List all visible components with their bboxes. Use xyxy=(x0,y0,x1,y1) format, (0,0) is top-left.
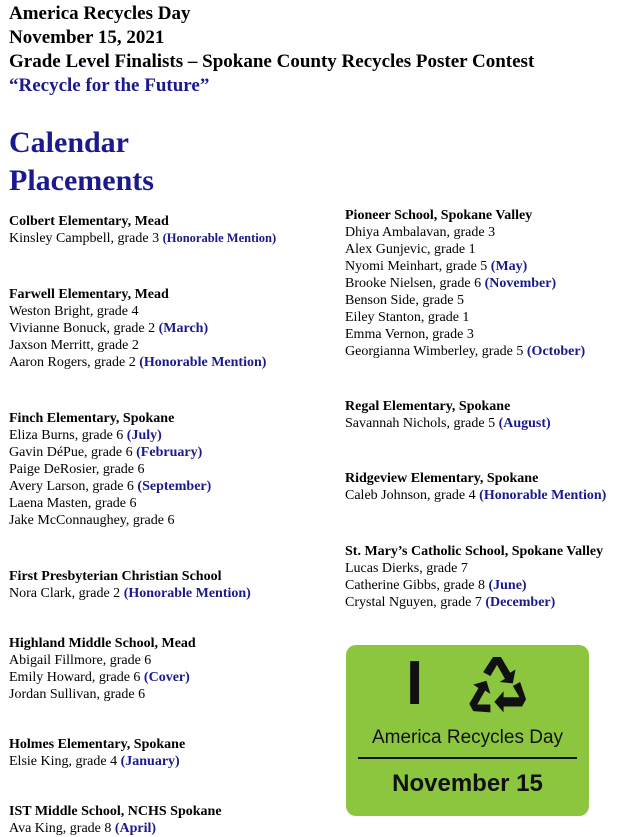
placement-label: (June) xyxy=(488,578,527,593)
placement-label: (December) xyxy=(485,595,556,610)
student-entry xyxy=(345,415,625,432)
placement-label: (Honorable Mention) xyxy=(479,488,607,503)
student-name-grade: Laena Masten, grade 6 xyxy=(9,496,137,511)
school-name: Holmes Elementary, Spokane xyxy=(9,737,186,752)
placement-label: (February) xyxy=(136,445,203,460)
event-title: America Recycles Day xyxy=(9,3,191,24)
student-name-grade: Abigail Fillmore, grade 6 xyxy=(9,653,152,668)
student-name-grade: Kinsley Campbell, grade 3 xyxy=(9,231,160,246)
student-name-grade: Catherine Gibbs, grade 8 xyxy=(345,578,485,593)
student-entry xyxy=(345,560,625,577)
school-name: Colbert Elementary, Mead xyxy=(9,214,169,229)
student-entry xyxy=(345,309,625,326)
student-entry xyxy=(9,461,329,478)
student-name-grade: Paige DeRosier, grade 6 xyxy=(9,462,145,477)
student-entry xyxy=(345,224,625,241)
placement-label: (Honorable Mention) xyxy=(139,355,267,370)
school-block xyxy=(345,470,625,504)
logo-date: November 15 xyxy=(392,770,543,797)
student-name-grade: Weston Bright, grade 4 xyxy=(9,304,139,319)
student-entry xyxy=(9,686,329,703)
student-name-grade: Vivianne Bonuck, grade 2 xyxy=(9,321,156,336)
student-name-grade: Avery Larson, grade 6 xyxy=(9,479,134,494)
section-title-line2: Placements xyxy=(9,164,154,197)
section-title xyxy=(9,124,154,200)
placement-label: (March) xyxy=(158,321,209,336)
student-entry xyxy=(345,487,625,504)
contest-theme: “Recycle for the Future” xyxy=(9,75,210,96)
student-name-grade: Jaxson Merritt, grade 2 xyxy=(9,338,139,353)
student-name-grade: Gavin DéPue, grade 6 xyxy=(9,445,133,460)
student-name-grade: Ava King, grade 8 xyxy=(9,821,112,836)
student-name-grade: Savannah Nichols, grade 5 xyxy=(345,416,496,431)
school-name: First Presbyterian Christian School xyxy=(9,569,222,584)
student-name-grade: Aaron Rogers, grade 2 xyxy=(9,355,136,370)
student-entry xyxy=(9,320,329,337)
student-name-grade: Eiley Stanton, grade 1 xyxy=(345,310,470,325)
student-name-grade: Dhiya Ambalavan, grade 3 xyxy=(345,225,496,240)
student-name-grade: Eliza Burns, grade 6 xyxy=(9,428,124,443)
student-entry xyxy=(9,354,329,371)
america-recycles-day-logo xyxy=(346,645,589,816)
placement-label: (April) xyxy=(114,821,157,836)
section-title-line1: Calendar xyxy=(9,126,129,159)
student-name-grade: Nora Clark, grade 2 xyxy=(9,586,121,601)
school-name: Pioneer School, Spokane Valley xyxy=(345,208,533,223)
placement-label: (Honorable Mention) xyxy=(123,586,251,601)
event-date: November 15, 2021 xyxy=(9,27,165,48)
school-block xyxy=(9,568,329,602)
student-entry xyxy=(9,669,329,686)
school-name: St. Mary’s Catholic School, Spokane Valley xyxy=(345,544,604,559)
student-name-grade: Nyomi Meinhart, grade 5 xyxy=(345,259,488,274)
student-name-grade: Crystal Nguyen, grade 7 xyxy=(345,595,482,610)
left-column xyxy=(9,213,329,837)
student-name-grade: Brooke Nielsen, grade 6 xyxy=(345,276,482,291)
school-name: IST Middle School, NCHS Spokane xyxy=(9,804,222,819)
student-entry xyxy=(9,652,329,669)
student-entry xyxy=(9,820,329,837)
student-entry xyxy=(345,594,625,611)
placement-label: (Cover) xyxy=(143,670,190,685)
school-block xyxy=(9,286,329,371)
school-name: Farwell Elementary, Mead xyxy=(9,287,169,302)
school-name: Finch Elementary, Spokane xyxy=(9,411,175,426)
placement-label: (January) xyxy=(120,754,180,769)
logo-letter: I xyxy=(406,649,424,718)
student-entry xyxy=(345,577,625,594)
school-block xyxy=(9,803,329,837)
student-name-grade: Lucas Dierks, grade 7 xyxy=(345,561,468,576)
student-name-grade: Caleb Johnson, grade 4 xyxy=(345,488,476,503)
student-name-grade: Georgianna Wimberley, grade 5 xyxy=(345,344,524,359)
placement-label: (May) xyxy=(490,259,528,274)
student-name-grade: Elsie King, grade 4 xyxy=(9,754,118,769)
school-block xyxy=(345,543,625,611)
right-column xyxy=(345,207,625,611)
school-name: Ridgeview Elementary, Spokane xyxy=(345,471,539,486)
placement-label: (September) xyxy=(137,479,212,494)
student-name-grade: Jake McConnaughey, grade 6 xyxy=(9,513,175,528)
school-name: Regal Elementary, Spokane xyxy=(345,399,511,414)
student-entry xyxy=(9,495,329,512)
student-entry xyxy=(9,478,329,495)
student-entry xyxy=(345,275,625,292)
student-entry xyxy=(345,292,625,309)
school-block xyxy=(345,398,625,432)
student-entry xyxy=(9,444,329,461)
placement-label: (July) xyxy=(126,428,162,443)
student-name-grade: Benson Side, grade 5 xyxy=(345,293,464,308)
student-entry xyxy=(9,337,329,354)
student-entry xyxy=(9,427,329,444)
student-entry xyxy=(9,512,329,529)
placement-label: (November) xyxy=(484,276,557,291)
student-name-grade: Jordan Sullivan, grade 6 xyxy=(9,687,146,702)
student-entry xyxy=(9,303,329,320)
student-entry xyxy=(9,230,329,247)
student-entry xyxy=(9,753,329,770)
school-name: Highland Middle School, Mead xyxy=(9,636,196,651)
student-entry xyxy=(345,326,625,343)
student-entry xyxy=(9,585,329,602)
student-name-grade: Emily Howard, grade 6 xyxy=(9,670,141,685)
school-block xyxy=(9,736,329,770)
placement-label: (Honorable Mention) xyxy=(162,231,277,245)
document-header xyxy=(9,2,534,98)
school-block xyxy=(9,635,329,703)
student-entry xyxy=(345,343,625,360)
student-entry xyxy=(345,258,625,275)
placement-label: (October) xyxy=(526,344,586,359)
contest-title: Grade Level Finalists – Spokane County Recycles Poster Contest xyxy=(9,51,535,72)
student-entry xyxy=(345,241,625,258)
school-block xyxy=(9,213,329,247)
student-name-grade: Alex Gunjevic, grade 1 xyxy=(345,242,476,257)
school-block xyxy=(9,410,329,529)
student-name-grade: Emma Vernon, grade 3 xyxy=(345,327,474,342)
placement-label: (August) xyxy=(498,416,551,431)
school-block xyxy=(345,207,625,360)
logo-brand-text: America Recycles Day xyxy=(371,727,564,748)
logo-divider xyxy=(358,757,577,759)
recycle-icon xyxy=(464,653,530,719)
